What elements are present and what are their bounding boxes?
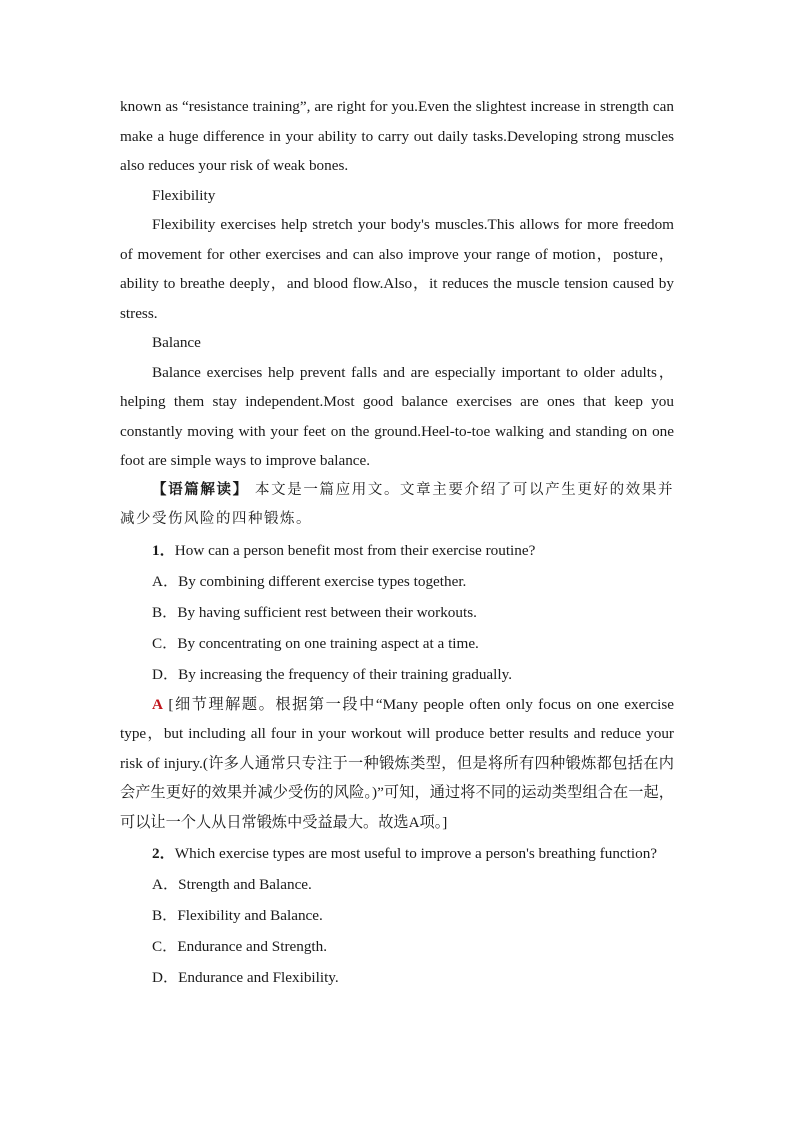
document-page (120, 92, 674, 993)
question-2-text: Which exercise types are most useful to improve a person's breathing function? (174, 845, 658, 862)
question-1 (120, 535, 674, 566)
question-1-option-d: D．By increasing the frequency of their training gradually. (152, 665, 513, 683)
question-1-option-a: A．By combining different exercise types together. (152, 572, 467, 590)
passage-note (120, 476, 674, 535)
passage-note-tag: 【语篇解读】 (152, 481, 249, 498)
question-1-explanation-text: [细节理解题。根据第一段中“Many people often only focus on one exercise type，but including all four in your workout will produce better results and reduce your risk of injury.(许多人通常只专注于一种锻炼类型，但是将所有四种锻炼都包括在内会产生更好的效果并减少受伤的风险。)”可知，通过将不同的运动类型组合在一起，可以让一个人从日常锻炼中受益最大。故选A项。] (120, 695, 674, 831)
section-body-balance: Balance exercises help prevent falls and are especially important to older adults，helping them stay independent.Most good balance exercises are ones that keep you constantly moving with your feet on the ground.Heel-to-toe walking and standing on one foot are simple ways to improve balance. (120, 363, 674, 469)
question-2-option-c: C．Endurance and Strength. (152, 937, 328, 955)
question-2-option-a: A．Strength and Balance. (152, 875, 312, 893)
question-1-answer: A (152, 695, 163, 713)
passage-note-text: 本文是一篇应用文。文章主要介绍了可以产生更好的效果并减少受伤风险的四种锻炼。 (120, 481, 675, 527)
section-body-flexibility: Flexibility exercises help stretch your body's muscles.This allows for more freedom of movement for other exercises and can also improve your range of motion，posture，ability to breathe deeply，and blood flow.Also，it reduces the muscle tension caused by stress. (120, 216, 674, 322)
question-2-option-d: D．Endurance and Flexibility. (152, 968, 339, 986)
section-heading-flexibility: Flexibility (152, 186, 216, 204)
question-2-option-b: B．Flexibility and Balance. (152, 906, 323, 924)
question-1-option-b: B．By having sufficient rest between their workouts. (152, 603, 477, 621)
question-1-text: How can a person benefit most from their exercise routine? (174, 541, 536, 559)
question-2 (120, 839, 674, 869)
section-heading-balance: Balance (152, 334, 201, 351)
question-1-explanation (120, 690, 674, 838)
intro-paragraph: known as “resistance training”, are right for you.Even the slightest increase in strength can make a huge difference in your ability to carry out daily tasks.Developing strong muscles also reduces your risk of weak bones. (120, 98, 674, 174)
question-1-option-c: C．By concentrating on one training aspect at a time. (152, 634, 479, 652)
question-2-number: 2． (152, 845, 175, 862)
question-1-number: 1． (152, 541, 175, 559)
